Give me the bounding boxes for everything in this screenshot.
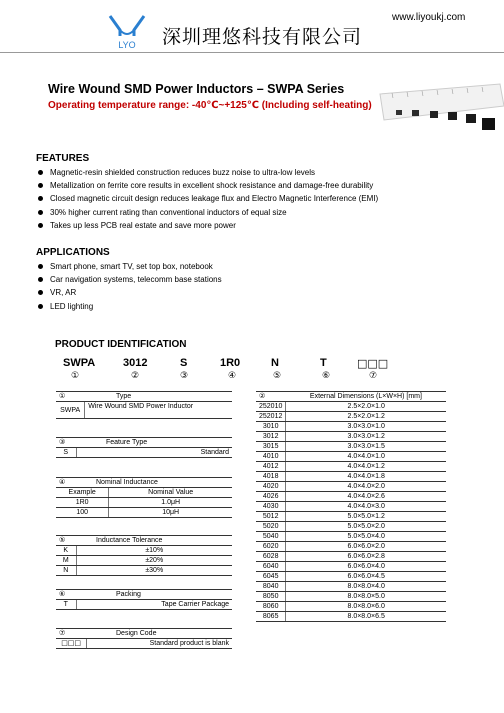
table-cell: 252012 [256, 412, 286, 422]
table-cell: 4.0×4.0×1.8 [286, 472, 446, 482]
table-cell: SWPA [56, 402, 85, 419]
table-row [256, 422, 446, 432]
table-cell: S [56, 448, 76, 458]
table-cell: 5020 [256, 522, 286, 532]
table-cell: 8065 [256, 612, 286, 622]
list-item: Car navigation systems, telecomm base stations [36, 273, 222, 286]
table-row [256, 592, 446, 602]
table-title: External Dimensions (L×W×H) [mm] [286, 392, 446, 402]
marker-6: ⑥ [322, 371, 331, 381]
list-item: VR, AR [36, 286, 222, 299]
table-row [256, 442, 446, 452]
table-row [256, 462, 446, 472]
table-row [256, 552, 446, 562]
logo-text: LYO [118, 40, 136, 50]
table-row [256, 472, 446, 482]
table-cell: Tape Carrier Package [76, 600, 232, 610]
part-code-dimension: 3012 [123, 357, 148, 369]
table-cell: 3.0×3.0×1.5 [286, 442, 446, 452]
table-cell: 100 [56, 508, 109, 518]
table-cell: M [56, 556, 76, 566]
table-cell: 4.0×4.0×3.0 [286, 502, 446, 512]
table-cell: 1R0 [56, 498, 109, 508]
feature-table [56, 437, 232, 458]
table-marker: ① [56, 392, 76, 402]
marker-5: ⑤ [273, 371, 282, 381]
packing-table [56, 589, 232, 610]
table-row [256, 482, 446, 492]
table-cell: 4030 [256, 502, 286, 512]
part-code-packing: T [320, 357, 327, 369]
table-cell: Wire Wound SMD Power Inductor [85, 402, 232, 419]
table-cell: ±10% [76, 546, 232, 556]
table-cell: 6.0×6.0×2.0 [286, 542, 446, 552]
table-row [256, 612, 446, 622]
page-subtitle: Operating temperature range: -40℃~+125℃ (Including self-heating) [48, 100, 372, 111]
table-row [256, 602, 446, 612]
table-row [256, 522, 446, 532]
list-item: Magnetic-resin shielded construction reduces buzz noise to ultra-low levels [36, 166, 378, 179]
table-cell: 6020 [256, 542, 286, 552]
part-code-feature: S [180, 357, 188, 369]
table-title: Design Code [76, 629, 232, 639]
company-name: 深圳理悠科技有限公司 [162, 26, 363, 48]
table-row [256, 572, 446, 582]
dimensions-rows [256, 402, 446, 622]
part-code-type: SWPA [63, 357, 96, 369]
list-item: Metallization on ferrite core results in excellent shock resistance and damage-free durability [36, 179, 378, 192]
table-cell: 3010 [256, 422, 286, 432]
table-cell: 6040 [256, 562, 286, 572]
header-divider [0, 52, 504, 53]
table-row [256, 532, 446, 542]
table-cell: 6045 [256, 572, 286, 582]
marker-3: ③ [180, 371, 189, 381]
table-cell: 4.0×4.0×1.0 [286, 452, 446, 462]
table-row [256, 402, 446, 412]
table-cell: 8.0×8.0×6.5 [286, 612, 446, 622]
applications-heading: APPLICATIONS [36, 247, 110, 258]
tolerance-table [56, 535, 232, 576]
website-link[interactable]: www.liyoukj.com [392, 12, 466, 23]
list-item: Closed magnetic circuit design reduces leakage flux and Electro Magnetic Interference (EMI) [36, 192, 378, 205]
marker-2: ② [131, 371, 140, 381]
table-cell: 8060 [256, 602, 286, 612]
table-cell: 252010 [256, 402, 286, 412]
table-marker: ⑦ [56, 629, 76, 639]
table-cell: 2.5×2.0×1.0 [286, 402, 446, 412]
table-marker: ③ [56, 438, 76, 448]
table-cell: 4.0×4.0×1.2 [286, 462, 446, 472]
table-header: Nominal Value [109, 488, 232, 498]
table-cell: ±20% [76, 556, 232, 566]
table-cell: 3.0×3.0×1.0 [286, 422, 446, 432]
table-cell: 6.0×6.0×4.5 [286, 572, 446, 582]
table-cell: 2.5×2.0×1.2 [286, 412, 446, 422]
part-code-design: □□□ [357, 357, 389, 370]
table-cell: 4010 [256, 452, 286, 462]
table-row [256, 492, 446, 502]
table-cell: 4026 [256, 492, 286, 502]
table-title: Feature Type [76, 438, 232, 448]
page-title: Wire Wound SMD Power Inductors – SWPA Series [48, 82, 345, 96]
table-cell: 5012 [256, 512, 286, 522]
table-row [256, 582, 446, 592]
table-cell: 5040 [256, 532, 286, 542]
table-title: Type [76, 392, 232, 402]
features-heading: FEATURES [36, 153, 90, 164]
list-item: Takes up less PCB real estate and save more power [36, 219, 378, 232]
table-cell: 1.0μH [109, 498, 232, 508]
table-cell: T [56, 600, 76, 610]
table-cell: Standard [76, 448, 232, 458]
table-title: Inductance Tolerance [76, 536, 232, 546]
table-cell: 3.0×3.0×1.2 [286, 432, 446, 442]
table-row [256, 562, 446, 572]
list-item: LED lighting [36, 300, 222, 313]
part-code-inductance: 1R0 [220, 357, 241, 369]
table-cell: N [56, 566, 76, 576]
table-row [256, 542, 446, 552]
table-cell: 4.0×4.0×2.0 [286, 482, 446, 492]
table-cell: 6.0×6.0×2.8 [286, 552, 446, 562]
marker-1: ① [71, 371, 80, 381]
table-cell: 10μH [109, 508, 232, 518]
table-cell: 8.0×8.0×5.0 [286, 592, 446, 602]
table-cell: 3012 [256, 432, 286, 442]
table-row [256, 512, 446, 522]
type-table [56, 391, 232, 419]
inductance-table [56, 477, 232, 518]
table-cell: 8.0×8.0×6.0 [286, 602, 446, 612]
table-cell: 4020 [256, 482, 286, 492]
table-cell: 6.0×6.0×4.0 [286, 562, 446, 572]
marker-4: ④ [228, 371, 237, 381]
table-header: Example [56, 488, 109, 498]
table-cell: K [56, 546, 76, 556]
table-cell: 4.0×4.0×2.6 [286, 492, 446, 502]
list-item: Smart phone, smart TV, set top box, notebook [36, 260, 222, 273]
table-title: Nominal Inductance [76, 478, 232, 488]
table-cell: Standard product is blank [87, 639, 232, 649]
list-item: 30% higher current rating than conventional inductors of equal size [36, 206, 378, 219]
table-marker: ④ [56, 478, 76, 488]
table-cell: 5.0×5.0×1.2 [286, 512, 446, 522]
identification-heading: PRODUCT IDENTIFICATION [55, 339, 187, 350]
table-row [256, 452, 446, 462]
table-row [256, 412, 446, 422]
marker-7: ⑦ [369, 371, 378, 381]
table-cell: 8040 [256, 582, 286, 592]
table-cell: 5.0×5.0×2.0 [286, 522, 446, 532]
table-cell: □□□ [56, 639, 87, 649]
table-title: Packing [76, 590, 232, 600]
table-marker: ⑥ [56, 590, 76, 600]
table-cell: ±30% [76, 566, 232, 576]
part-code-tolerance: N [271, 357, 279, 369]
table-cell: 3015 [256, 442, 286, 452]
table-row [256, 502, 446, 512]
product-photo [372, 80, 504, 146]
company-logo [104, 14, 150, 50]
table-cell: 4012 [256, 462, 286, 472]
features-list [36, 166, 378, 232]
design-table [56, 628, 232, 649]
table-row [256, 432, 446, 442]
table-cell: 5.0×5.0×4.0 [286, 532, 446, 542]
table-cell: 4018 [256, 472, 286, 482]
table-marker: ⑤ [56, 536, 76, 546]
dimensions-table [256, 391, 446, 622]
table-marker: ② [256, 392, 286, 402]
table-cell: 6028 [256, 552, 286, 562]
table-cell: 8.0×8.0×4.0 [286, 582, 446, 592]
applications-list [36, 260, 222, 313]
table-cell: 8050 [256, 592, 286, 602]
